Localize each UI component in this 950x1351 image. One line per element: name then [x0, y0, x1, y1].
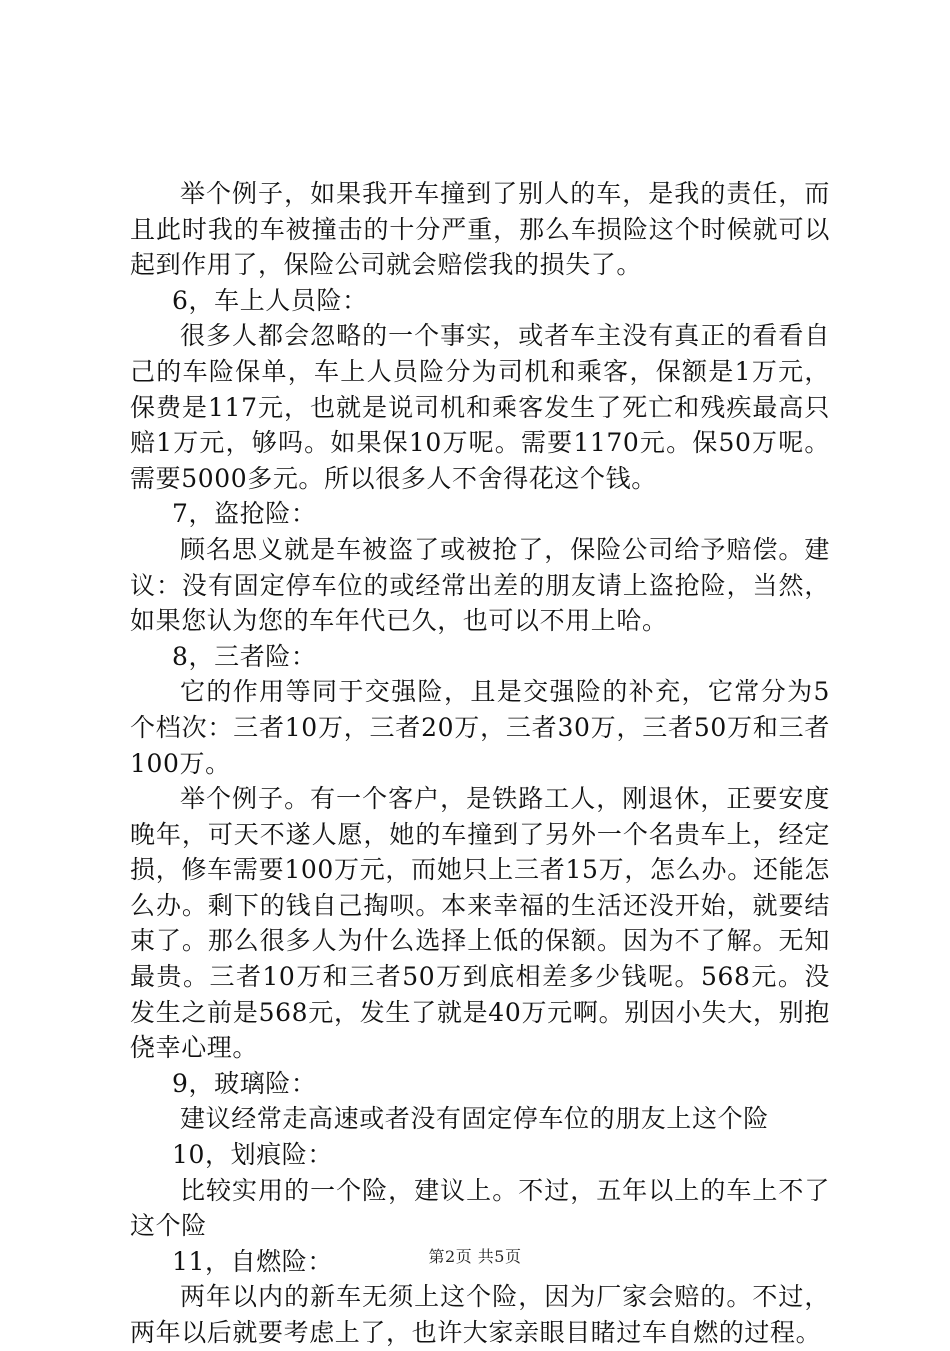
document-body — [130, 176, 830, 1351]
paragraph-theft-insurance: 顾名思义就是车被盗了或被抢了，保险公司给予赔偿。建议：没有固定停车位的或经常出差的朋友请上盗抢险，当然，如果您认为您的车年代已久，也可以不用上哈。 — [130, 534, 830, 636]
heading-third-party-insurance: 8，三者险： — [172, 641, 317, 671]
heading-theft-insurance: 7，盗抢险： — [172, 499, 317, 529]
page-number-footer: 第2页 共5页 — [428, 1247, 522, 1266]
paragraph-self-ignition-insurance: 两年以内的新车无须上这个险，因为厂家会赔的。不过，两年以后就要考虑上了，也许大家亲眼目睹过车自燃的过程。 — [130, 1282, 830, 1347]
paragraph-car-damage-example: 举个例子，如果我开车撞到了别人的车，是我的责任，而且此时我的车被撞击的十分严重，那么车损险这个时候就可以起到作用了，保险公司就会赔偿我的损失了。 — [130, 179, 830, 280]
heading-self-ignition-insurance: 11，自燃险： — [172, 1246, 334, 1276]
paragraph-passenger-insurance: 很多人都会忽略的一个事实，或者车主没有真正的看看自己的车险保单，车上人员险分为司机和乘客，保额是1万元，保费是117元，也就是说司机和乘客发生了死亡和残疾最高只赔1万元，够吗。如果保10万呢。需要1170元。保50万呢。需要5000多元。所以很多人不舍得花这个钱。 — [130, 321, 830, 493]
heading-glass-insurance: 9，玻璃险： — [172, 1068, 317, 1098]
paragraph-third-party-example: 举个例子。有一个客户，是铁路工人，刚退休，正要安度晚年，可天不遂人愿，她的车撞到了另外一个名贵车上，经定损，修车需要100万元，而她只上三者15万，怎么办。还能怎么办。剩下的钱自己掏呗。本来幸福的生活还没开始，就要结束了。那么很多人为什么选择上低的保额。因为不了解。无知最贵。三者10万和三者50万到底相差多少钱呢。568元。没发生之前是568元，发生了就是40万元啊。别因小失大，别抱侥幸心理。 — [130, 784, 830, 1063]
heading-scratch-insurance: 10，划痕险： — [172, 1140, 334, 1170]
paragraph-third-party-insurance: 它的作用等同于交强险，且是交强险的补充，它常分为5个档次：三者10万，三者20万，三者30万，三者50万和三者100万。 — [130, 677, 830, 778]
paragraph-scratch-insurance: 比较实用的一个险，建议上。不过，五年以上的车上不了这个险 — [130, 1175, 830, 1241]
paragraph-glass-insurance: 建议经常走高速或者没有固定停车位的朋友上这个险 — [180, 1104, 769, 1134]
heading-passenger-insurance: 6，车上人员险： — [172, 285, 368, 315]
